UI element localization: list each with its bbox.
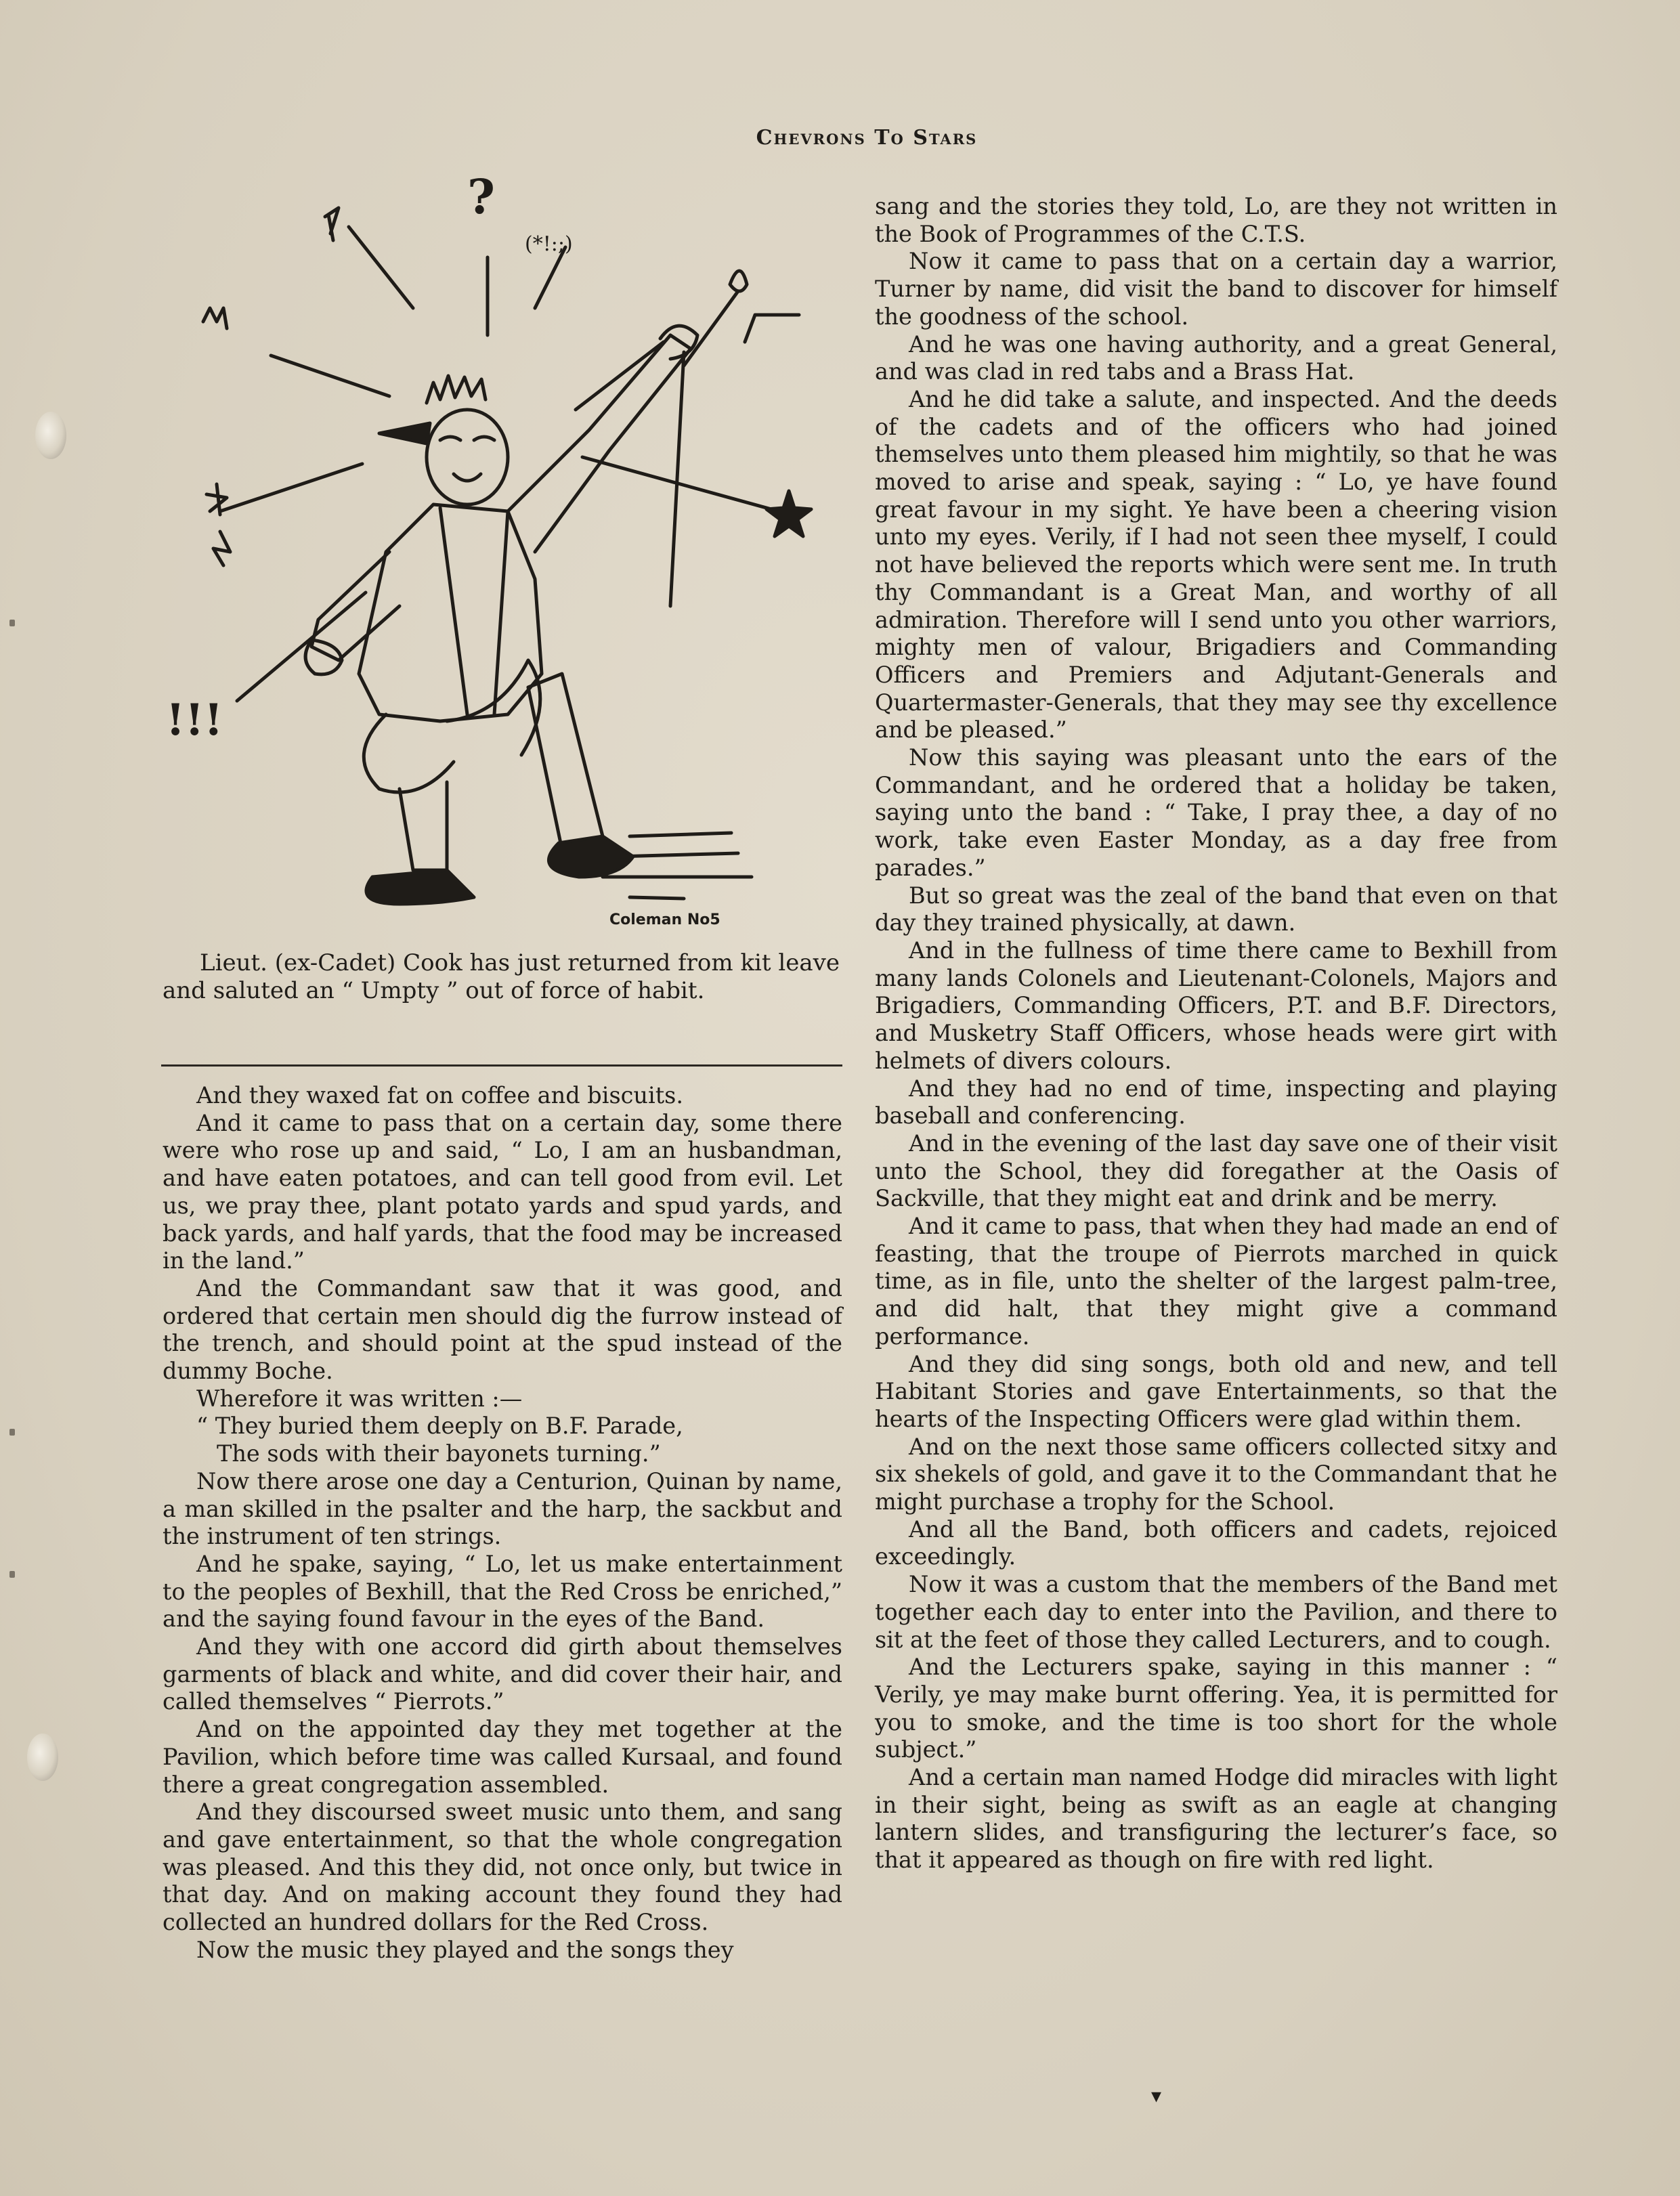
- breeches-left: [364, 714, 454, 792]
- binding-hole-top: [35, 412, 66, 459]
- paragraph: And on the appointed day they met together at the Pavilion, which before time was called Kursaal, and found there a great congregation assembled.: [163, 1716, 842, 1798]
- radiating-line: [582, 457, 779, 511]
- paragraph: But so great was the zeal of the band that even on that day they trained physically, at dawn.: [875, 882, 1557, 936]
- symbol-star2: [213, 532, 230, 565]
- exclamation-marks: !!!: [166, 695, 223, 746]
- paragraph: And they with one accord did girth about themselves garments of black and white, and did cover their hair, and called themselves “ Pierrots.”: [163, 1633, 842, 1715]
- paragraph: And he spake, saying, “ Lo, let us make entertainment to the peoples of Bexhill, that the Red Cross be enriched,” and the saying found favour in the eyes of the Band.: [163, 1550, 842, 1633]
- paragraph: And in the evening of the last day save one of their visit unto the School, they did foregather at the Oasis of Sackville, that they might eat and drink and be merry.: [875, 1129, 1557, 1212]
- margin-mark: [9, 620, 15, 626]
- paragraph: Now this saying was pleasant unto the ears of the Commandant, and he ordered that a holiday be taken, saying unto the band : “ Take, I pray thee, a day of no work, take even Easter Monday, as a day free from parades.”: [875, 744, 1557, 881]
- caption-text: Lieut. (ex-Cadet) Cook has just returned from kit leave and saluted an “ Umpty ” out of force of habit.: [163, 949, 840, 1004]
- paragraph: And he was one having authority, and a great General, and was clad in red tabs and a Brass Hat.: [875, 330, 1557, 385]
- paragraph: And it came to pass, that when they had made an end of feasting, that the troupe of Pierrots marched in quick time, as in file, unto the shelter of the largest palm-tree, and did halt, that they might give a command performance.: [875, 1213, 1557, 1350]
- mouth: [454, 474, 481, 481]
- symbol-pi: [325, 208, 339, 240]
- verse-line: “ They buried them deeply on B.F. Parade,: [196, 1413, 683, 1440]
- symbol-music: [203, 308, 227, 328]
- radiating-line: [535, 247, 565, 308]
- question-mark: ?: [467, 173, 496, 225]
- paragraph: And on the next those same officers collected sitxy and six shekels of gold, and gave it to the Commandant that he might purchase a trophy for the School.: [875, 1433, 1557, 1515]
- paragraph: And they discoursed sweet music unto them, and sang and gave entertainment, so that the whole congregation was pleased. And this they did, not once only, but twice in that day. And on making account they found they had collected an hundred dollars for the Red Cross.: [163, 1799, 842, 1936]
- raised-arm: [508, 335, 691, 552]
- right-column: [875, 193, 1557, 1874]
- star-burst: [767, 491, 811, 536]
- cartoon-illustration: [156, 173, 846, 938]
- paragraph: And in the fullness of time there came to Bexhill from many lands Colonels and Lieutenant-Colonels, Majors and Brigadiers, Commanding Officers, P.T. and B.F. Directors, and Musketry Staff Officers, whose heads were girt with helmets of divers colours.: [875, 936, 1557, 1074]
- radiating-line: [271, 356, 389, 396]
- cap-peak: [379, 423, 430, 444]
- paragraph: Now it came to pass that on a certain day a warrior, Turner by name, did visit the band to discover for himself the goodness of the school.: [875, 248, 1557, 330]
- footer-mark: ▾: [1151, 2084, 1162, 2108]
- hair: [427, 376, 486, 403]
- paragraph: And a certain man named Hodge did miracles with light in their sight, being as swift as an eagle at changing lantern slides, and transfiguring the lecturer’s face, so that it appeared as though on fire with red light.: [875, 1764, 1557, 1874]
- section-rule: [161, 1064, 842, 1067]
- paragraph: And the Commandant saw that it was good, and ordered that certain men should dig the furrow instead of the trench, and should point at the spud instead of the dummy Boche.: [163, 1274, 842, 1385]
- verse-line: The sods with their bayonets turning.”: [217, 1440, 661, 1467]
- left-column: [163, 1082, 842, 1964]
- paragraph: And he did take a salute, and inspected. And the deeds of the cadets and of the officers who had joined themselves unto them pleased him mightily, so that he was moved to arise and speak, saying : “ Lo, ye have found great favour in my sight. Ye have been a cheering vision unto my eyes. Verily, if I had not seen thee myself, I could not have believed the reports which were sent me. In truth thy Commandant is a Great Man, and worthy of all admiration. Therefore will I send unto you other warriors, mighty men of valour, Brigadiers and Commanding Officers and Premiers and Adjutant-Generals and Quartermaster-Generals, that they may see thy excellence and be pleased.”: [875, 385, 1557, 744]
- paragraph: Now there arose one day a Centurion, Quinan by name, a man skilled in the psalter and the harp, the sackbut and the instrument of ten strings.: [163, 1467, 842, 1550]
- binding-hole-bottom: [27, 1734, 58, 1781]
- margin-mark: [9, 1571, 15, 1578]
- racket-handle: [684, 291, 738, 366]
- paragraph: And they did sing songs, both old and new, and tell Habitant Stories and gave Entertainments, so that the hearts of the Inspecting Officers were glad within them.: [875, 1350, 1557, 1432]
- radiating-line: [349, 227, 413, 308]
- paragraph: And they waxed fat on coffee and biscuits.: [196, 1082, 684, 1108]
- cursing-symbols: (*!:;): [525, 232, 573, 256]
- jacket: [359, 504, 542, 721]
- paragraph: And the Lecturers spake, saying in this manner : “ Verily, ye may make burnt offering. Yea, it is permitted for you to smoke, and the time is too short for the whole subject.”: [875, 1654, 1557, 1763]
- artist-signature: Coleman No5: [609, 911, 720, 928]
- running-head: Chevrons To Stars: [756, 126, 978, 150]
- paragraph: And all the Band, both officers and cadets, rejoiced exceedingly.: [875, 1515, 1557, 1570]
- figure-caption: [163, 949, 840, 1005]
- paragraph: Wherefore it was written :—: [196, 1385, 523, 1412]
- jacket-lines: [440, 508, 508, 714]
- eyes: [440, 437, 494, 440]
- swagger-stick: [670, 352, 684, 606]
- boot-left: [400, 782, 447, 870]
- paragraph: And it came to pass that on a certain day, some there were who rose up and said, “ Lo, I am an husbandman, and have eaten potatoes, and can tell good from evil. Let us, we pray thee, plant potato yards and spud yards, and back yards, and half yards, that the food may be increased in the land.”: [163, 1109, 842, 1274]
- tennis-racket: [730, 271, 747, 291]
- paragraph: sang and the stories they told, Lo, are they not written in the Book of Programmes of the C.T.S.: [875, 193, 1557, 247]
- shoe-left: [366, 870, 474, 904]
- figure-head: [427, 410, 508, 504]
- paragraph: And they had no end of time, inspecting and playing baseball and conferencing.: [875, 1075, 1557, 1129]
- radiating-line: [220, 464, 362, 511]
- symbol-root: [745, 315, 799, 342]
- radiating-line: [237, 593, 366, 701]
- margin-mark: [9, 1429, 15, 1436]
- paragraph: Now the music they played and the songs they: [196, 1936, 734, 1963]
- paragraph: Now it was a custom that the members of the Band met together each day to enter into the Pavilion, and there to sit at the feet of those they called Lecturers, and to cough.: [875, 1571, 1557, 1653]
